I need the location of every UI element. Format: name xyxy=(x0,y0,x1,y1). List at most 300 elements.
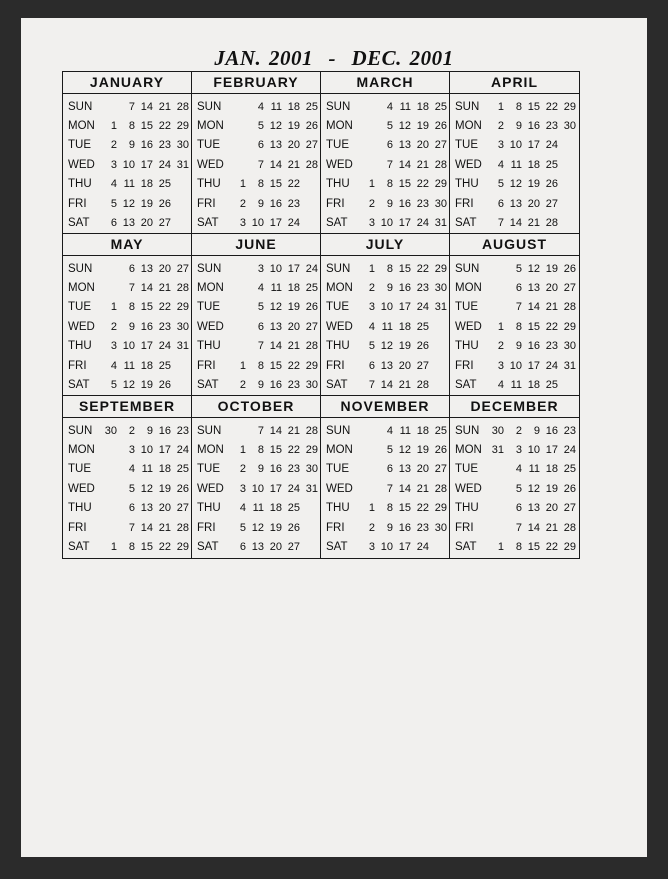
weekday-row xyxy=(450,155,579,174)
date-number: 25 xyxy=(176,463,189,476)
date-number: 27 xyxy=(305,320,318,333)
date-number: 3 xyxy=(257,262,264,275)
date-number: 9 xyxy=(386,197,393,210)
date-number: 21 xyxy=(527,217,540,230)
weekday-label: WED xyxy=(455,320,482,333)
weekday-label: MON xyxy=(455,282,482,295)
date-number: 4 xyxy=(257,282,264,295)
date-number: 21 xyxy=(158,282,171,295)
weekday-row xyxy=(321,518,449,537)
weekday-row xyxy=(450,537,579,556)
date-number: 26 xyxy=(434,120,447,133)
date-number: 29 xyxy=(176,541,189,554)
date-number: 19 xyxy=(140,197,153,210)
date-number: 7 xyxy=(368,379,375,392)
date-number: 6 xyxy=(515,282,522,295)
date-number: 9 xyxy=(515,340,522,353)
date-number: 20 xyxy=(287,139,300,152)
date-number: 22 xyxy=(545,100,558,113)
date-number: 6 xyxy=(386,463,393,476)
date-number: 3 xyxy=(368,301,375,314)
date-number: 28 xyxy=(434,158,447,171)
date-number: 25 xyxy=(545,158,558,171)
date-number: 19 xyxy=(545,482,558,495)
weekday-label: SAT xyxy=(326,217,348,230)
weekday-label: THU xyxy=(455,178,479,191)
weekday-row xyxy=(450,356,579,375)
weekday-row xyxy=(192,213,320,232)
date-number: 29 xyxy=(563,541,576,554)
date-number: 11 xyxy=(510,158,522,171)
weekday-row xyxy=(63,259,191,278)
date-number: 29 xyxy=(434,178,447,191)
weekday-label: SUN xyxy=(197,262,222,275)
month-block xyxy=(192,72,321,234)
date-number: 12 xyxy=(269,301,282,314)
weekday-label: SUN xyxy=(326,262,351,275)
date-number: 2 xyxy=(515,424,522,437)
date-number: 17 xyxy=(527,139,540,152)
date-number: 24 xyxy=(545,359,558,372)
weekday-label: WED xyxy=(197,158,224,171)
date-number: 15 xyxy=(398,178,411,191)
date-number: 27 xyxy=(176,502,189,515)
date-number: 1 xyxy=(497,100,504,113)
date-number: 9 xyxy=(146,424,153,437)
date-number: 21 xyxy=(398,379,411,392)
weekday-row xyxy=(63,440,191,459)
month-block xyxy=(321,234,450,396)
date-number: 26 xyxy=(158,379,171,392)
date-number: 13 xyxy=(380,359,393,372)
weekday-label: MON xyxy=(455,120,482,133)
date-number: 13 xyxy=(527,502,540,515)
date-number: 13 xyxy=(140,262,153,275)
date-number: 7 xyxy=(128,282,135,295)
date-number: 31 xyxy=(491,444,504,457)
date-number: 24 xyxy=(158,158,171,171)
date-number: 15 xyxy=(269,178,282,191)
date-number: 13 xyxy=(269,139,282,152)
date-number: 20 xyxy=(269,541,282,554)
date-number: 12 xyxy=(251,521,264,534)
date-number: 20 xyxy=(140,217,153,230)
date-number: 19 xyxy=(158,482,171,495)
weekday-row xyxy=(450,175,579,194)
date-number: 10 xyxy=(380,541,393,554)
date-number: 22 xyxy=(287,178,300,191)
date-number: 14 xyxy=(509,217,522,230)
weekday-label: TUE xyxy=(326,463,349,476)
date-number: 18 xyxy=(287,100,300,113)
date-number: 18 xyxy=(140,359,153,372)
year-calendar-grid xyxy=(62,71,580,559)
weekday-row xyxy=(321,337,449,356)
weekday-label: SAT xyxy=(68,217,90,230)
date-number: 10 xyxy=(251,217,264,230)
date-number: 26 xyxy=(545,178,558,191)
weekday-label: THU xyxy=(197,502,221,515)
date-number: 18 xyxy=(269,502,282,515)
date-number: 19 xyxy=(140,379,153,392)
date-number: 11 xyxy=(252,502,264,515)
weekday-label: TUE xyxy=(326,301,349,314)
month-block xyxy=(450,72,579,234)
date-number: 20 xyxy=(545,502,558,515)
month-name: JULY xyxy=(321,234,449,256)
date-number: 30 xyxy=(176,320,189,333)
date-number: 3 xyxy=(110,340,117,353)
weekday-row xyxy=(192,155,320,174)
weekday-label: SAT xyxy=(326,541,348,554)
date-number: 29 xyxy=(176,301,189,314)
weekday-label: THU xyxy=(326,502,350,515)
date-number: 11 xyxy=(141,463,153,476)
date-number: 24 xyxy=(545,139,558,152)
date-number: 10 xyxy=(122,340,135,353)
date-number: 5 xyxy=(239,521,246,534)
date-number: 31 xyxy=(434,301,447,314)
date-number: 27 xyxy=(305,139,318,152)
weekday-label: FRI xyxy=(197,359,216,372)
weekday-label: SUN xyxy=(197,100,222,113)
weekday-row xyxy=(192,136,320,155)
date-number: 2 xyxy=(128,424,135,437)
weekday-row xyxy=(192,337,320,356)
weekday-label: WED xyxy=(455,482,482,495)
date-number: 16 xyxy=(269,197,282,210)
weekday-row xyxy=(450,499,579,518)
date-number: 29 xyxy=(176,120,189,133)
date-number: 13 xyxy=(251,541,264,554)
date-number: 21 xyxy=(158,521,171,534)
date-number: 23 xyxy=(545,340,558,353)
weekday-label: THU xyxy=(455,340,479,353)
date-number: 31 xyxy=(563,359,576,372)
date-number: 26 xyxy=(305,301,318,314)
weekday-row xyxy=(192,537,320,556)
date-number: 28 xyxy=(176,282,189,295)
date-number: 4 xyxy=(386,100,393,113)
date-number: 23 xyxy=(158,139,171,152)
weekday-row xyxy=(63,356,191,375)
weekday-row xyxy=(192,518,320,537)
date-number: 12 xyxy=(509,178,522,191)
date-number: 4 xyxy=(497,379,504,392)
date-number: 14 xyxy=(527,521,540,534)
date-number: 8 xyxy=(128,120,135,133)
date-number: 6 xyxy=(386,139,393,152)
date-number: 24 xyxy=(287,217,300,230)
date-number: 29 xyxy=(434,262,447,275)
month-name: FEBRUARY xyxy=(192,72,320,94)
date-number: 15 xyxy=(398,262,411,275)
date-number: 18 xyxy=(527,379,540,392)
date-number: 25 xyxy=(305,282,318,295)
date-number: 6 xyxy=(515,502,522,515)
weekday-label: MON xyxy=(68,282,95,295)
weekday-row xyxy=(450,136,579,155)
date-number: 7 xyxy=(386,482,393,495)
weekday-row xyxy=(321,298,449,317)
date-number: 23 xyxy=(158,320,171,333)
date-number: 11 xyxy=(528,463,540,476)
date-number: 19 xyxy=(416,120,429,133)
weekday-row xyxy=(192,175,320,194)
date-number: 4 xyxy=(257,100,264,113)
date-number: 7 xyxy=(128,100,135,113)
date-number: 17 xyxy=(287,262,300,275)
date-number: 30 xyxy=(305,463,318,476)
date-number: 26 xyxy=(305,120,318,133)
date-number: 9 xyxy=(515,120,522,133)
date-number: 19 xyxy=(527,178,540,191)
date-number: 8 xyxy=(128,541,135,554)
date-number: 25 xyxy=(158,178,171,191)
date-number: 2 xyxy=(368,197,375,210)
date-number: 10 xyxy=(269,262,282,275)
weekday-label: FRI xyxy=(326,197,345,210)
date-number: 13 xyxy=(269,320,282,333)
date-number: 28 xyxy=(563,521,576,534)
date-number: 1 xyxy=(110,541,117,554)
date-number: 18 xyxy=(158,463,171,476)
date-number: 4 xyxy=(497,158,504,171)
weekday-row xyxy=(450,479,579,498)
date-number: 7 xyxy=(386,158,393,171)
date-number: 12 xyxy=(527,262,540,275)
date-number: 6 xyxy=(110,217,117,230)
date-number: 21 xyxy=(287,158,300,171)
date-number: 4 xyxy=(110,178,117,191)
date-number: 31 xyxy=(434,217,447,230)
weekday-row xyxy=(450,317,579,336)
date-number: 1 xyxy=(239,178,246,191)
date-number: 21 xyxy=(287,424,300,437)
date-number: 22 xyxy=(287,359,300,372)
weekday-label: TUE xyxy=(197,463,220,476)
weekday-label: FRI xyxy=(197,197,216,210)
date-number: 16 xyxy=(269,379,282,392)
weekday-label: WED xyxy=(326,482,353,495)
month-name: MAY xyxy=(63,234,191,256)
weekday-label: FRI xyxy=(197,521,216,534)
weekday-label: SAT xyxy=(455,379,477,392)
date-number: 1 xyxy=(497,320,504,333)
date-number: 13 xyxy=(398,463,411,476)
weekday-row xyxy=(450,440,579,459)
date-number: 25 xyxy=(434,100,447,113)
weekday-label: SAT xyxy=(326,379,348,392)
date-number: 15 xyxy=(140,120,153,133)
date-number: 28 xyxy=(563,301,576,314)
date-number: 11 xyxy=(123,359,135,372)
weekday-row xyxy=(450,278,579,297)
date-number: 21 xyxy=(158,100,171,113)
weekday-label: SUN xyxy=(455,424,480,437)
date-number: 15 xyxy=(140,301,153,314)
date-number: 10 xyxy=(509,139,522,152)
weekday-label: FRI xyxy=(455,359,474,372)
weekday-row xyxy=(321,259,449,278)
date-number: 6 xyxy=(497,197,504,210)
date-number: 26 xyxy=(563,482,576,495)
weekday-row xyxy=(63,175,191,194)
weekday-label: MON xyxy=(326,120,353,133)
weekday-row xyxy=(192,499,320,518)
weekday-row xyxy=(450,337,579,356)
date-number: 15 xyxy=(527,100,540,113)
date-number: 16 xyxy=(269,463,282,476)
date-number: 26 xyxy=(158,197,171,210)
date-number: 7 xyxy=(515,521,522,534)
weekday-label: THU xyxy=(68,502,92,515)
date-number: 9 xyxy=(386,521,393,534)
date-number: 30 xyxy=(176,139,189,152)
weekday-row xyxy=(450,421,579,440)
weekday-label: SAT xyxy=(455,217,477,230)
weekday-row xyxy=(321,155,449,174)
date-number: 3 xyxy=(497,139,504,152)
weekday-label: SAT xyxy=(455,541,477,554)
date-number: 19 xyxy=(287,120,300,133)
weekday-row xyxy=(321,175,449,194)
date-number: 25 xyxy=(416,320,429,333)
weekday-label: FRI xyxy=(68,197,87,210)
date-number: 29 xyxy=(305,444,318,457)
date-number: 17 xyxy=(527,359,540,372)
date-number: 17 xyxy=(269,217,282,230)
date-number: 8 xyxy=(386,178,393,191)
weekday-label: SUN xyxy=(326,100,351,113)
weekday-row xyxy=(321,213,449,232)
weekday-label: THU xyxy=(326,178,350,191)
weekday-label: TUE xyxy=(455,139,478,152)
weekday-row xyxy=(321,356,449,375)
date-number: 9 xyxy=(257,463,264,476)
date-number: 14 xyxy=(140,100,153,113)
date-number: 5 xyxy=(368,340,375,353)
date-number: 6 xyxy=(239,541,246,554)
date-number: 18 xyxy=(527,158,540,171)
date-number: 24 xyxy=(563,444,576,457)
date-number: 6 xyxy=(128,262,135,275)
date-number: 14 xyxy=(269,424,282,437)
date-number: 22 xyxy=(416,178,429,191)
weekday-row xyxy=(63,537,191,556)
weekday-row xyxy=(192,317,320,336)
weekday-label: MON xyxy=(326,282,353,295)
date-number: 14 xyxy=(380,379,393,392)
date-number: 29 xyxy=(434,502,447,515)
date-number: 1 xyxy=(368,262,375,275)
weekday-label: FRI xyxy=(455,197,474,210)
weekday-row xyxy=(63,375,191,394)
date-number: 27 xyxy=(176,262,189,275)
date-number: 24 xyxy=(287,482,300,495)
weekday-row xyxy=(192,194,320,213)
date-number: 11 xyxy=(270,100,282,113)
date-number: 17 xyxy=(545,444,558,457)
date-number: 17 xyxy=(398,541,411,554)
date-number: 3 xyxy=(368,217,375,230)
month-name: JUNE xyxy=(192,234,320,256)
date-number: 12 xyxy=(527,482,540,495)
weekday-label: SUN xyxy=(68,424,93,437)
date-number: 24 xyxy=(158,340,171,353)
weekday-label: SUN xyxy=(326,424,351,437)
date-number: 10 xyxy=(140,444,153,457)
weekday-label: THU xyxy=(68,340,92,353)
date-number: 8 xyxy=(515,320,522,333)
date-number: 3 xyxy=(239,217,246,230)
date-number: 10 xyxy=(380,217,393,230)
month-name: JANUARY xyxy=(63,72,191,94)
weekday-row xyxy=(321,479,449,498)
date-number: 27 xyxy=(563,502,576,515)
date-number: 23 xyxy=(287,463,300,476)
month-name: MARCH xyxy=(321,72,449,94)
date-number: 18 xyxy=(398,320,411,333)
date-number: 9 xyxy=(128,320,135,333)
date-number: 8 xyxy=(128,301,135,314)
weekday-label: MON xyxy=(68,120,95,133)
date-number: 14 xyxy=(140,282,153,295)
date-number: 23 xyxy=(287,379,300,392)
date-number: 10 xyxy=(251,482,264,495)
date-number: 16 xyxy=(398,521,411,534)
weekday-row xyxy=(450,116,579,135)
date-number: 15 xyxy=(527,541,540,554)
date-number: 22 xyxy=(287,444,300,457)
date-number: 9 xyxy=(128,139,135,152)
weekday-label: MON xyxy=(326,444,353,457)
weekday-label: FRI xyxy=(326,521,345,534)
date-number: 19 xyxy=(416,444,429,457)
date-number: 22 xyxy=(158,120,171,133)
weekday-label: THU xyxy=(326,340,350,353)
weekday-row xyxy=(192,460,320,479)
date-number: 30 xyxy=(434,197,447,210)
weekday-label: FRI xyxy=(68,521,87,534)
weekday-label: FRI xyxy=(326,359,345,372)
date-number: 13 xyxy=(398,139,411,152)
month-block xyxy=(63,396,192,558)
date-number: 7 xyxy=(497,217,504,230)
date-number: 5 xyxy=(257,120,264,133)
date-number: 14 xyxy=(269,158,282,171)
date-number: 19 xyxy=(398,340,411,353)
date-number: 27 xyxy=(563,282,576,295)
weekday-row xyxy=(192,298,320,317)
date-number: 16 xyxy=(398,197,411,210)
weekday-label: SAT xyxy=(68,541,90,554)
date-number: 8 xyxy=(515,100,522,113)
date-number: 30 xyxy=(563,340,576,353)
weekday-label: FRI xyxy=(455,521,474,534)
date-number: 19 xyxy=(269,521,282,534)
date-number: 12 xyxy=(380,340,393,353)
date-number: 20 xyxy=(416,463,429,476)
weekday-label: THU xyxy=(197,340,221,353)
weekday-label: TUE xyxy=(68,301,91,314)
date-number: 27 xyxy=(287,541,300,554)
weekday-label: MON xyxy=(197,444,224,457)
date-number: 5 xyxy=(257,301,264,314)
date-number: 20 xyxy=(398,359,411,372)
date-number: 23 xyxy=(416,282,429,295)
weekday-label: WED xyxy=(197,482,224,495)
